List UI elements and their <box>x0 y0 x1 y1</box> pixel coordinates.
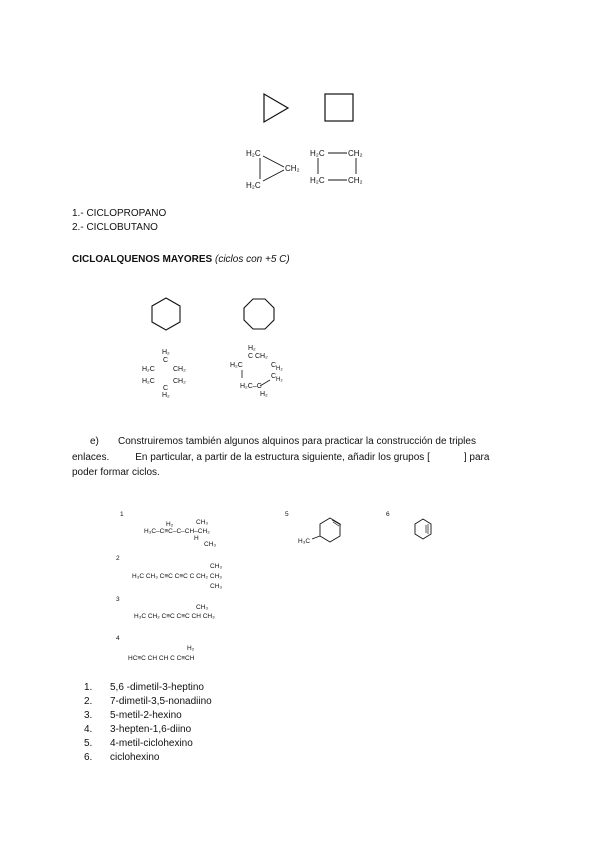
structure-1-ch3-bot: CH₃ <box>204 541 217 548</box>
cyclohexane-r2: CH₂ <box>173 378 186 385</box>
cyclopropane-top-label: H₂C <box>246 149 261 158</box>
cyclopropane-bottom-label: H₂C <box>246 181 261 190</box>
cyclohexane-structure <box>140 345 196 401</box>
structure-5-substituent: H₃C <box>298 538 311 545</box>
cyclobutane-br-label: CH₂ <box>348 176 363 185</box>
paragraph-line-2 <box>72 450 532 466</box>
answer-number: 2. <box>84 696 93 707</box>
paragraph-line-2b: En particular, a partir de la estructura siguiente, añadir los grupos [ <box>135 451 430 463</box>
structure-5 <box>282 508 362 550</box>
cyclohexane-bot-c: C <box>163 385 169 392</box>
answer-text: 5,6 -dimetil-3-heptino <box>110 682 204 693</box>
paragraph-line-2a: enlaces. <box>72 451 110 463</box>
structure-5-number: 5 <box>285 511 289 518</box>
answer-item <box>84 737 212 751</box>
cyclobutane-structure <box>308 142 378 194</box>
structure-3-ch3-top: CH₃ <box>196 604 209 611</box>
small-rings-list <box>72 207 166 235</box>
cyclooctane-l1: H₂C <box>230 362 243 369</box>
cyclohexane-l1: H₂C <box>142 366 155 373</box>
structure-6 <box>383 508 443 550</box>
cyclohexane-top-h2: H₂ <box>162 349 170 356</box>
structure-3-main: H₃C CH₂ C≡C C≡C CH CH₃ <box>134 613 215 620</box>
cyclopropane-right-label: CH₂ <box>285 164 300 173</box>
structure-6-number: 6 <box>386 511 390 518</box>
heading-title: CICLOALQUENOS MAYORES <box>72 254 213 265</box>
structure-1 <box>116 508 266 550</box>
list-item-cyclopropane: 1.- CICLOPROPANO <box>72 208 167 219</box>
cyclohexane-bottom-h2: H₂ <box>162 392 170 399</box>
answer-number: 6. <box>84 752 93 763</box>
structure-2-ch3-bot: CH₃ <box>210 583 223 590</box>
structure-4 <box>112 632 262 666</box>
structure-5-ring <box>320 518 340 542</box>
list-item-cyclobutane: 2.- CICLOBUTANO <box>72 222 158 233</box>
cyclooctane-b1: H₂C–C <box>240 383 262 390</box>
answer-item <box>84 709 212 723</box>
structure-2-number: 2 <box>116 555 120 562</box>
answer-text: 3-hepten-1,6-diino <box>110 724 192 735</box>
cyclooctane-top-h2: H₂ <box>248 345 256 352</box>
answer-number: 5. <box>84 738 93 749</box>
answers-list <box>84 681 212 765</box>
cyclohexane-hexagon <box>152 298 180 330</box>
structure-3 <box>112 593 262 627</box>
cyclooctane-t1: C CH₂ <box>248 353 268 360</box>
answer-item <box>84 751 212 765</box>
structure-2-ch3-top: CH₃ <box>210 563 223 570</box>
cyclobutane-bl-label: H₂C <box>310 176 325 185</box>
cyclohexane-l2: H₂C <box>142 378 155 385</box>
answer-text: 4-metil-ciclohexino <box>110 738 193 749</box>
structure-4-number: 4 <box>116 635 120 642</box>
structure-1-h2: H₂ <box>166 521 174 528</box>
large-rings-heading <box>72 253 290 267</box>
structure-1-main: H₃C–C≡C–C–CH–CH₃ <box>144 528 210 535</box>
cyclooctane-r1: C <box>271 362 277 369</box>
answer-text: 7-dimetil-3,5-nonadiino <box>110 696 212 707</box>
heading-note: (ciclos con +5 C) <box>214 254 290 265</box>
paragraph-line-1-text: Construiremos también algunos alquinos para practicar la construcción de triples <box>118 436 476 447</box>
cyclohexane-r1: CH₂ <box>173 366 186 373</box>
answer-number: 4. <box>84 724 93 735</box>
structure-2 <box>112 552 282 594</box>
answer-number: 1. <box>84 682 93 693</box>
structure-6-ring <box>415 519 431 539</box>
structure-4-main: HC≡C CH CH C C≡CH <box>128 655 195 662</box>
cyclohexane-top-c: C <box>163 357 169 364</box>
paragraph-line-3: poder formar ciclos. <box>72 467 160 478</box>
cyclooctane-r2b: H₂ <box>276 377 283 383</box>
cyclobutane-tr-label: CH₂ <box>348 149 363 158</box>
cyclopropane-triangle <box>264 94 288 122</box>
answer-item <box>84 681 212 695</box>
structure-1-ch3-top: CH₃ <box>196 519 209 526</box>
cyclobutane-square <box>325 94 353 121</box>
structure-1-number: 1 <box>120 511 124 518</box>
cyclopropane-structure <box>244 142 312 194</box>
instruction-paragraph <box>72 434 532 481</box>
paragraph-line-1 <box>72 434 532 450</box>
cyclooctane-bottom-h2: H₂ <box>260 391 268 398</box>
cyclooctane-octagon <box>244 299 274 329</box>
paragraph-marker: e) <box>90 436 99 447</box>
structure-4-h2: H₂ <box>187 645 195 652</box>
answer-item <box>84 695 212 709</box>
cyclooctane-r1b: H₂ <box>276 366 283 372</box>
cyclobutane-tl-label: H₂C <box>310 149 325 158</box>
cyclooctane-r2: C <box>271 373 277 380</box>
answer-number: 3. <box>84 710 93 721</box>
structure-1-h: H <box>194 535 199 542</box>
ring-shapes-top <box>250 88 370 128</box>
ring-shapes-large <box>140 293 290 341</box>
structure-3-number: 3 <box>116 596 120 603</box>
cyclooctane-structure <box>228 342 298 402</box>
answer-item <box>84 723 212 737</box>
answer-text: 5-metil-2-hexino <box>110 710 182 721</box>
structure-2-main: H₃C CH₃ C≡C C≡C C CH₂ CH₃ <box>132 573 222 580</box>
paragraph-line-2c: ] para <box>463 451 490 463</box>
answer-text: ciclohexino <box>110 752 160 763</box>
